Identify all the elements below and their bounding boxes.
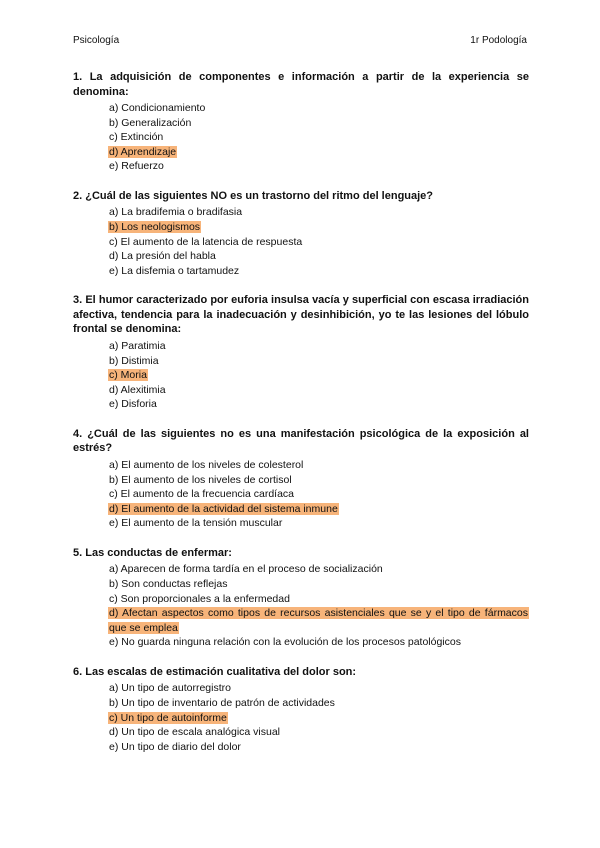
answer-option (108, 681, 529, 696)
question-text: 5. Las conductas de enfermar: (73, 546, 232, 559)
answer-option-text: e) El aumento de la tensión muscular (109, 517, 283, 530)
answer-option-text: a) Paratimia (109, 339, 166, 352)
answer-option-text: a) Aparecen de forma tardía en el proceso de socialización (109, 563, 383, 576)
answer-option (108, 130, 529, 145)
answer-options (73, 681, 529, 754)
answer-option-text: a) El aumento de los niveles de colesterol (109, 458, 304, 471)
answer-option-text: b) Son conductas reflejas (109, 577, 228, 590)
answer-option (108, 116, 529, 131)
answer-option (108, 249, 529, 264)
header-subject: Psicología (73, 35, 120, 46)
answer-option (108, 159, 529, 174)
answer-option-text: e) Un tipo de diario del dolor (109, 740, 241, 753)
answer-option-text: c) Extinción (109, 131, 164, 144)
answer-option-text: b) Los neologismos (109, 221, 201, 234)
answer-option-text: d) Afectan aspectos como tipos de recursos asistenciales que se y el tipo de fármacos que se emplea (109, 607, 528, 634)
answer-option (108, 577, 529, 592)
answer-option (108, 205, 529, 220)
answer-options (73, 205, 529, 278)
answer-option (108, 592, 529, 607)
answer-option (108, 487, 529, 502)
answer-option-text: c) El aumento de la latencia de respuesta (109, 235, 303, 248)
answer-option-text: b) El aumento de los niveles de cortisol (109, 473, 292, 486)
question-5 (73, 546, 529, 650)
question-text: 2. ¿Cuál de las siguientes NO es un trastorno del ritmo del lenguaje? (73, 189, 434, 202)
answer-option (108, 562, 529, 577)
answer-option-text: d) La presión del habla (109, 250, 216, 263)
answer-option-text: a) Condicionamiento (109, 102, 206, 114)
answer-option-text: d) Aprendizaje (109, 145, 177, 158)
answer-option-text: a) La bradifemia o bradifasia (109, 206, 243, 219)
answer-option-text: d) Alexitimia (109, 383, 166, 396)
highlighted-answer-option (108, 368, 529, 383)
answer-option (108, 235, 529, 250)
highlighted-answer-option (108, 220, 529, 235)
highlighted-answer-option (108, 502, 529, 517)
answer-option-text: c) Moria (109, 369, 147, 382)
answer-options (73, 339, 529, 412)
question-text: 1. La adquisición de componentes e información a partir de la experiencia se denomina: (73, 71, 529, 98)
answer-option (108, 725, 529, 740)
question-3 (73, 293, 529, 411)
question-2 (73, 189, 529, 278)
answer-option-text: b) Distimia (109, 354, 159, 367)
answer-option (108, 473, 529, 488)
answer-option (108, 339, 529, 354)
answer-option-text: e) No guarda ninguna relación con la evolución de los procesos patológicos (109, 636, 461, 649)
answer-option-text: c) Son proporcionales a la enfermedad (109, 592, 290, 605)
answer-option-text: b) Generalización (109, 116, 192, 129)
answer-option (108, 635, 529, 650)
highlighted-answer-option (108, 145, 529, 160)
answer-option-text: b) Un tipo de inventario de patrón de actividades (109, 697, 335, 710)
answer-options (73, 101, 529, 174)
answer-option (108, 264, 529, 279)
question-text: 6. Las escalas de estimación cualitativa del dolor son: (73, 665, 357, 678)
answer-option-text: e) Disforia (109, 398, 157, 411)
answer-option (108, 696, 529, 711)
answer-options (73, 458, 529, 531)
answer-option-text: c) El aumento de la frecuencia cardíaca (109, 488, 295, 501)
answer-option-text: d) El aumento de la actividad del sistema inmune (109, 502, 338, 515)
header-course: 1r Podología (470, 35, 527, 46)
question-text: 3. El humor caracterizado por euforia insulsa vacía y superficial con escasa irradiación afectiva, tendencia para la inadecuación y desinhibición, yo te las lesiones del lóbulo frontal se denomina: (73, 294, 529, 336)
answer-option-text: d) Un tipo de escala analógica visual (109, 726, 281, 739)
answer-option (108, 354, 529, 369)
answer-option (108, 101, 529, 116)
question-1 (73, 70, 529, 174)
question-list (73, 70, 529, 769)
highlighted-answer-option (108, 606, 529, 635)
question-text: 4. ¿Cuál de las siguientes no es una manifestación psicológica de la exposición al estrés? (73, 427, 529, 455)
answer-option (108, 397, 529, 412)
page-header (73, 35, 527, 49)
answer-option-text: e) Refuerzo (109, 160, 164, 173)
highlighted-answer-option (108, 711, 529, 726)
answer-options (73, 562, 529, 650)
answer-option-text: c) Un tipo de autoinforme (109, 711, 227, 724)
answer-option (108, 740, 529, 755)
answer-option (108, 516, 529, 531)
answer-option (108, 458, 529, 473)
answer-option-text: a) Un tipo de autorregistro (109, 682, 231, 695)
question-4 (73, 427, 529, 531)
question-6 (73, 665, 529, 754)
answer-option (108, 383, 529, 398)
answer-option-text: e) La disfemia o tartamudez (109, 264, 240, 277)
